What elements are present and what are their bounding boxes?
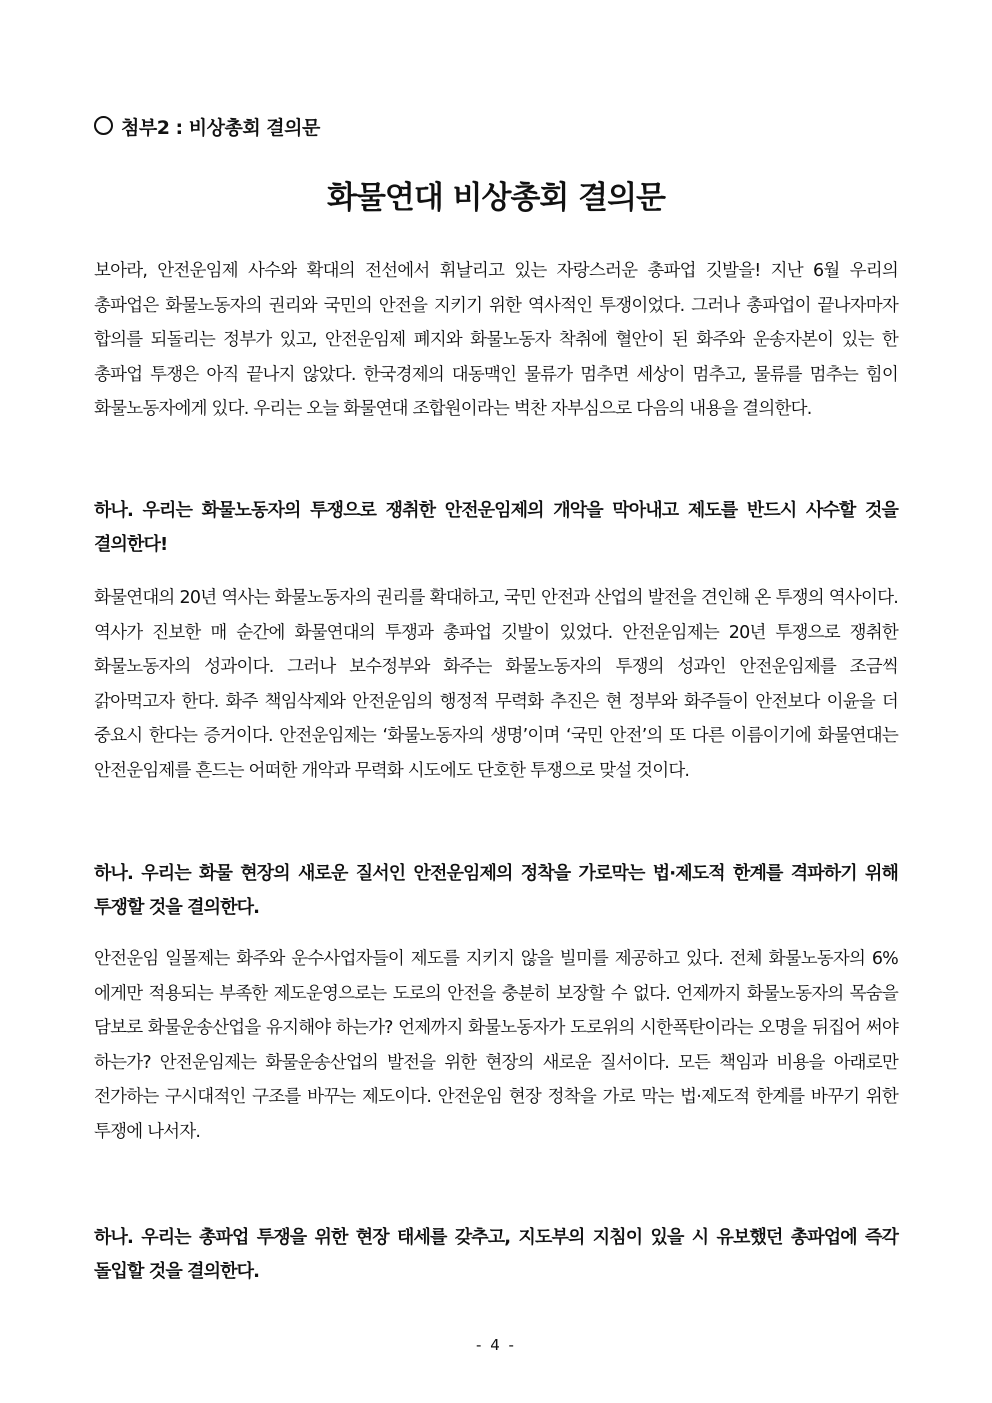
resolution-heading-2: 하나. 우리는 화물 현장의 새로운 질서인 안전운임제의 정착을 가로막는 법·제도적 한계를 격파하기 위해 투쟁할 것을 결의한다. xyxy=(94,863,898,918)
attachment-label xyxy=(94,113,320,140)
resolution-heading-3: 하나. 우리는 총파업 투쟁을 위한 현장 태세를 갖추고, 지도부의 지침이 있을 시 유보했던 총파업에 즉각 돌입할 것을 결의한다. xyxy=(94,1227,898,1282)
circle-bullet-icon xyxy=(94,116,113,135)
intro-paragraph: 보아라, 안전운임제 사수와 확대의 전선에서 휘날리고 있는 자랑스러운 총파업 깃발을! 지난 6월 우리의 총파업은 화물노동자의 권리와 국민의 안전을 지키기 위한 역사적인 투쟁이었다. 그러나 총파업이 끝나자마자 합의를 되돌리는 정부가 있고, 안전운임제 폐지와 화물노동자 착취에 혈안이 된 화주와 운송자본이 있는 한 총파업 투쟁은 아직 끝나지 않았다. 한국경제의 대동맥인 물류가 멈추면 세상이 멈추고, 물류를 멈추는 힘이 화물노동자에게 있다. 우리는 오늘 화물연대 조합원이라는 벅찬 자부심으로 다음의 내용을 결의한다. xyxy=(94,261,898,420)
page-number: - 4 - xyxy=(476,1336,516,1354)
resolution-heading-1: 하나. 우리는 화물노동자의 투쟁으로 쟁취한 안전운임제의 개악을 막아내고 제도를 반드시 사수할 것을 결의한다! xyxy=(94,500,898,555)
resolution-body-1: 화물연대의 20년 역사는 화물노동자의 권리를 확대하고, 국민 안전과 산업의 발전을 견인해 온 투쟁의 역사이다. 역사가 진보한 매 순간에 화물연대의 투쟁과 총파업 깃발이 있었다. 안전운임제는 20년 투쟁으로 쟁취한 화물노동자의 성과이다. 그러나 보수정부와 화주는 화물노동자의 투쟁의 성과인 안전운임제를 조금씩 갉아먹고자 한다. 화주 책임삭제와 안전운임의 행정적 무력화 추진은 현 정부와 화주들이 안전보다 이윤을 더 중요시 한다는 증거이다. 안전운임제는 ‘화물노동자의 생명’이며 ‘국민 안전’의 또 다른 이름이기에 화물연대는 안전운임제를 흔드는 어떠한 개악과 무력화 시도에도 단호한 투쟁으로 맞설 것이다. xyxy=(94,588,898,781)
document-title: 화물연대 비상총회 결의문 xyxy=(327,180,665,216)
resolution-body-2: 안전운임 일몰제는 화주와 운수사업자들이 제도를 지키지 않을 빌미를 제공하고 있다. 전체 화물노동자의 6%에게만 적용되는 부족한 제도운영으로는 도로의 안전을 충분히 보장할 수 없다. 언제까지 화물노동자의 목숨을 담보로 화물운송산업을 유지해야 하는가? 언제까지 화물노동자가 도로위의 시한폭탄이라는 오명을 뒤집어 써야 하는가? 안전운임제는 화물운송산업의 발전을 위한 현장의 새로운 질서이다. 모든 책임과 비용을 아래로만 전가하는 구시대적인 구조를 바꾸는 제도이다. 안전운임 현장 정착을 가로 막는 법·제도적 한계를 바꾸기 위한 투쟁에 나서자. xyxy=(94,949,898,1142)
attachment-label-text: 첨부2 : 비상총회 결의문 xyxy=(121,117,320,139)
